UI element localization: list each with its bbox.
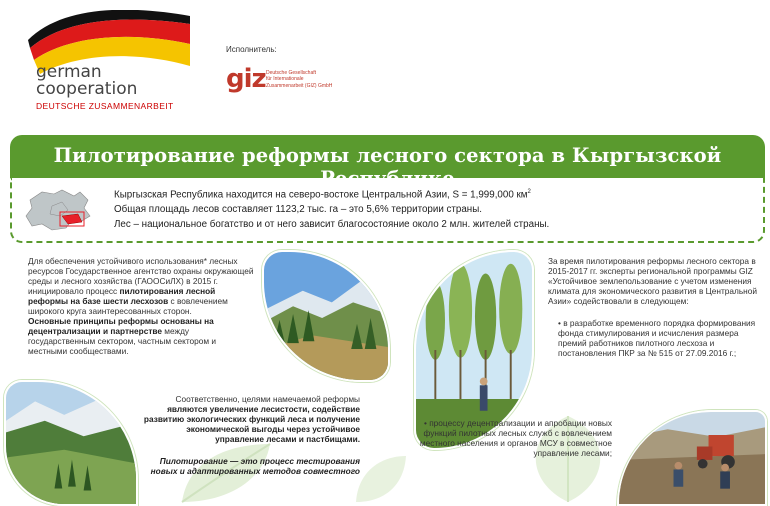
brand-line-deutsche-zusammenarbeit: DEUTSCHE ZUSAMMENARBEIT [36, 101, 174, 111]
page-title: Пилотирование реформы лесного сектора в Кыргызской Республике [53, 144, 722, 190]
mountain-forest-photo [262, 250, 390, 382]
paragraph: Соответственно, целями намечаемой реформы являются увеличение лесистости, содействие развитию экологических функций леса и получение экономической выгоды через устойчивое управление лесами и пастбищами. [143, 394, 360, 444]
paragraph: За время пилотирования реформы лесного сектора в 2015-2017 гг. эксперты региональной программы GIZ «Устойчивое землепользование с учетом изменения климата для экономического развития в Центральной Азии» содействовали в следующем: [548, 256, 758, 306]
mountain-valley-photo [4, 380, 138, 506]
bullet-item: • в разработке временного порядка формирования фонда стимулирования и исчисления размера премий работников пилотного лесхоза и постановления ПКР за № 515 от 27.09.2016 г.; [558, 318, 756, 358]
info-line-location: Кыргызская Республика находится на северо-востоке Центральной Азии, S = 1,999,000 $км^2$ [114, 189, 531, 201]
brand-line-cooperation: cooperation [36, 79, 138, 99]
reform-intro-text [28, 256, 256, 356]
giz-subtitle-line: Deutsche Gesellschaft [266, 70, 317, 76]
info-line-national-wealth: Лес – национальное богатство и от него зависит благосостояние около 2 млн. жителей страны. [114, 219, 550, 231]
german-cooperation-wordmark [36, 64, 174, 111]
decentralization-text [402, 418, 612, 458]
giz-logo: giz [226, 64, 266, 94]
giz-subtitle-line: Zusammenarbeit (GIZ) GmbH [266, 82, 333, 89]
giz-subtitle [266, 70, 356, 89]
tractor-field-photo [617, 410, 767, 506]
central-asia-map-icon [22, 186, 94, 234]
brand-line-german: german [36, 62, 102, 82]
decorative-leaf-icon [352, 452, 410, 506]
bullet-item: • процессу децентрализации и апробации новых функций пилотных лесных служб с вовлечением местного населения и органов МСУ в совместное управление лесами; [419, 418, 612, 458]
paragraph: Основные принципы реформы основаны на децентрализации и партнерстве между государственным сектором, частным сектором и местными сообществами. [28, 316, 217, 356]
executor-label: Исполнитель: [226, 45, 277, 54]
info-line-forest-area: Общая площадь лесов составляет 1123,2 тыс. га – это 5,6% территории страны. [114, 204, 482, 216]
reform-goals-text [142, 394, 360, 476]
superscript: 2 [527, 189, 531, 195]
info-text [114, 185, 549, 232]
title-banner [10, 135, 765, 190]
giz-subtitle-line: für Internationale [266, 76, 304, 83]
paragraph: Для обеспечения устойчивого использования* лесных ресурсов Государственное агентство охраны окружающей среды и лесного хозяйства (ГАООСиЛХ) в 2015 г. инициировало процесс пилотирования лесной реформы на базе шести лесхозов с вовлечением широкого круга заинтересованных сторон. [28, 256, 254, 316]
giz-support-text [548, 256, 758, 358]
paragraph: Пилотирование — это процесс тестирования новых и адаптированных методов совместного [150, 456, 360, 476]
